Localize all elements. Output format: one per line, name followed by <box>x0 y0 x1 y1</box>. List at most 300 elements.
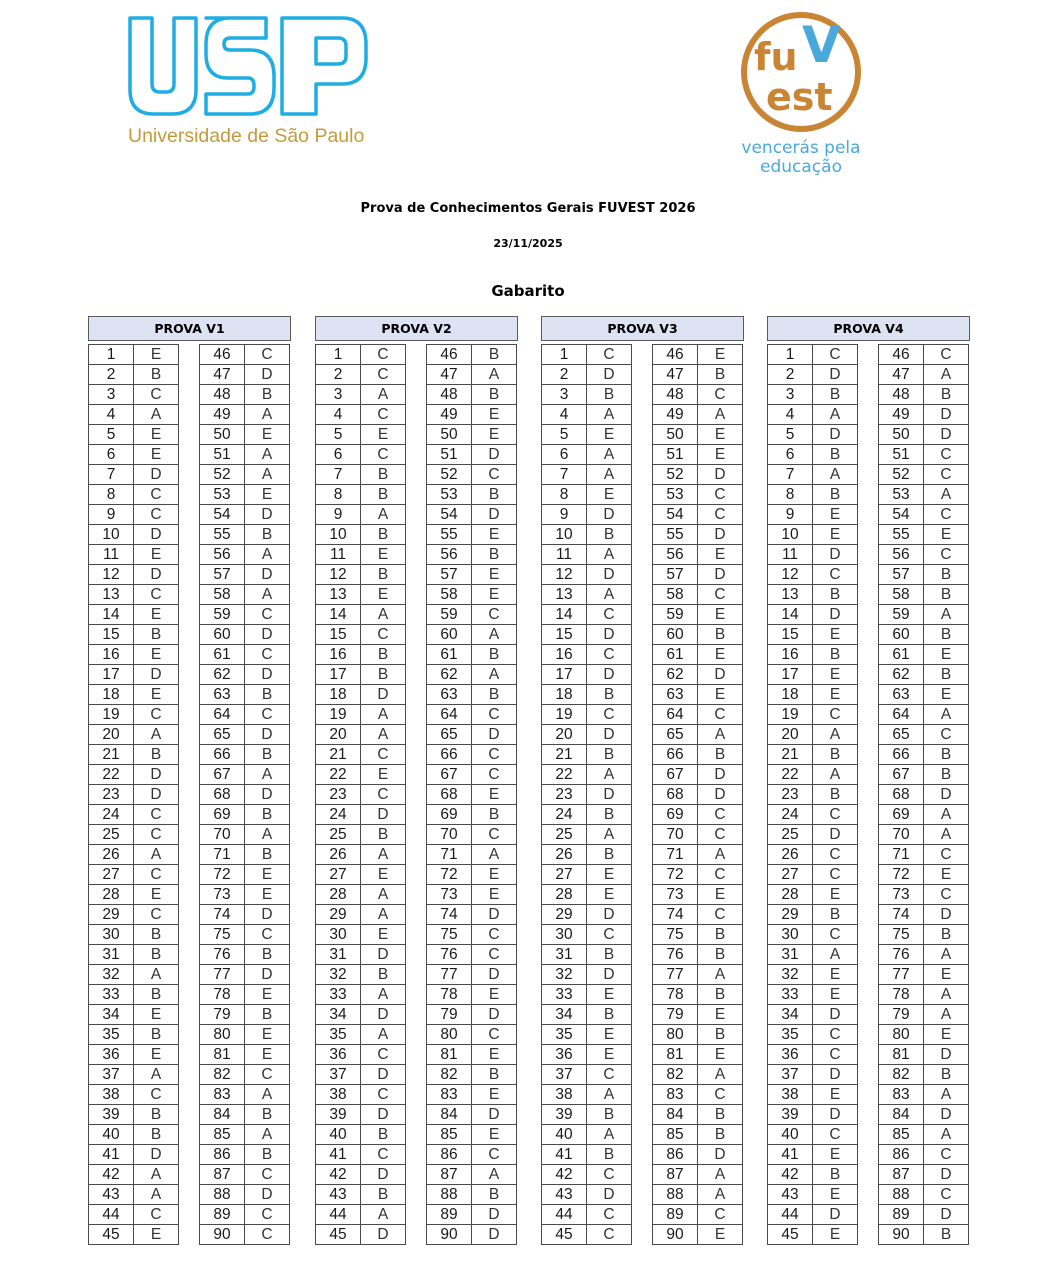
answer-letter: B <box>361 965 406 985</box>
question-number: 43 <box>542 1185 587 1205</box>
table-row <box>879 485 969 505</box>
table-row <box>200 825 290 845</box>
answer-letter: D <box>924 1165 969 1185</box>
table-row <box>653 985 743 1005</box>
question-number: 63 <box>200 685 245 705</box>
question-number: 71 <box>200 845 245 865</box>
table-row <box>200 1225 290 1245</box>
table-row <box>427 425 517 445</box>
question-number: 46 <box>653 345 698 365</box>
table-row <box>879 645 969 665</box>
question-number: 70 <box>200 825 245 845</box>
table-row <box>653 425 743 445</box>
answer-letter: A <box>813 725 858 745</box>
table-row <box>427 465 517 485</box>
table-row <box>427 625 517 645</box>
table-row <box>653 365 743 385</box>
table-row <box>542 425 632 445</box>
question-number: 20 <box>316 725 361 745</box>
answer-table <box>88 344 179 1245</box>
question-number: 71 <box>879 845 924 865</box>
answer-letter: E <box>134 425 179 445</box>
answer-letter: B <box>587 685 632 705</box>
answer-letter: E <box>587 865 632 885</box>
question-number: 89 <box>200 1205 245 1225</box>
question-number: 57 <box>879 565 924 585</box>
table-row <box>200 345 290 365</box>
table-row <box>316 745 406 765</box>
table-row <box>427 545 517 565</box>
answer-letter: B <box>134 985 179 1005</box>
answer-letter: B <box>587 745 632 765</box>
answer-letter: A <box>134 965 179 985</box>
question-number: 25 <box>542 825 587 845</box>
table-row <box>200 1145 290 1165</box>
question-number: 24 <box>542 805 587 825</box>
question-number: 77 <box>879 965 924 985</box>
answer-letter: C <box>924 345 969 365</box>
table-row <box>200 465 290 485</box>
question-number: 63 <box>427 685 472 705</box>
table-row <box>542 445 632 465</box>
question-number: 68 <box>427 785 472 805</box>
question-number: 73 <box>427 885 472 905</box>
table-row <box>768 365 858 385</box>
question-number: 26 <box>768 845 813 865</box>
question-number: 85 <box>653 1125 698 1145</box>
question-number: 82 <box>427 1065 472 1085</box>
question-number: 41 <box>316 1145 361 1165</box>
answer-letter: C <box>587 645 632 665</box>
question-number: 78 <box>427 985 472 1005</box>
question-number: 16 <box>768 645 813 665</box>
table-row <box>768 1105 858 1125</box>
question-number: 71 <box>653 845 698 865</box>
answer-letter: A <box>361 985 406 1005</box>
question-number: 69 <box>879 805 924 825</box>
question-number: 8 <box>316 485 361 505</box>
table-row <box>653 465 743 485</box>
table-row <box>89 345 179 365</box>
answer-letter: B <box>245 745 290 765</box>
answer-letter: B <box>245 1105 290 1125</box>
table-row <box>542 1105 632 1125</box>
answer-letter: C <box>587 1165 632 1185</box>
answer-letter: E <box>698 1045 743 1065</box>
question-number: 78 <box>653 985 698 1005</box>
question-number: 6 <box>89 445 134 465</box>
question-number: 53 <box>427 485 472 505</box>
answer-table <box>767 344 858 1245</box>
question-number: 14 <box>768 605 813 625</box>
table-row <box>653 485 743 505</box>
answer-letter: D <box>698 765 743 785</box>
table-row <box>879 1085 969 1105</box>
fuvest-mark-bottom: est <box>766 75 833 119</box>
table-row <box>89 605 179 625</box>
table-row <box>89 785 179 805</box>
answer-letter: D <box>698 1145 743 1165</box>
table-row <box>89 1225 179 1245</box>
answer-letter: B <box>245 1005 290 1025</box>
table-row <box>316 705 406 725</box>
answer-letter: A <box>472 1165 517 1185</box>
table-row <box>89 1065 179 1085</box>
question-number: 52 <box>200 465 245 485</box>
table-row <box>879 1005 969 1025</box>
answer-letter: E <box>698 885 743 905</box>
table-row <box>316 845 406 865</box>
answer-letter: A <box>813 945 858 965</box>
table-row <box>542 465 632 485</box>
answer-letter: C <box>924 1185 969 1205</box>
question-number: 29 <box>542 905 587 925</box>
answer-letter: E <box>698 685 743 705</box>
table-row <box>879 765 969 785</box>
table-row <box>879 505 969 525</box>
table-row <box>316 445 406 465</box>
table-row <box>316 725 406 745</box>
table-row <box>89 965 179 985</box>
question-number: 45 <box>542 1225 587 1245</box>
table-row <box>427 445 517 465</box>
table-row <box>542 945 632 965</box>
answer-letter: E <box>134 445 179 465</box>
answer-letter: A <box>698 405 743 425</box>
answer-letter: D <box>472 725 517 745</box>
table-row <box>879 745 969 765</box>
table-row <box>200 765 290 785</box>
table-row <box>200 365 290 385</box>
answer-letter: C <box>361 745 406 765</box>
answer-letter: B <box>698 945 743 965</box>
answer-letter: A <box>924 1125 969 1145</box>
answer-letter: A <box>361 385 406 405</box>
table-row <box>316 525 406 545</box>
answer-letter: D <box>472 1225 517 1245</box>
question-number: 62 <box>879 665 924 685</box>
table-row <box>768 385 858 405</box>
table-row <box>427 965 517 985</box>
table-row <box>316 925 406 945</box>
answer-letter: E <box>472 585 517 605</box>
table-row <box>879 525 969 545</box>
table-row <box>768 765 858 785</box>
answer-letter: E <box>134 645 179 665</box>
question-number: 84 <box>653 1105 698 1125</box>
question-number: 85 <box>879 1125 924 1145</box>
question-number: 19 <box>768 705 813 725</box>
question-number: 53 <box>200 485 245 505</box>
question-number: 59 <box>427 605 472 625</box>
answer-letter: B <box>245 685 290 705</box>
question-number: 8 <box>542 485 587 505</box>
table-row <box>768 1065 858 1085</box>
question-number: 84 <box>200 1105 245 1125</box>
question-number: 46 <box>200 345 245 365</box>
table-row <box>200 565 290 585</box>
question-number: 56 <box>879 545 924 565</box>
question-number: 40 <box>768 1125 813 1145</box>
answer-letter: D <box>472 1105 517 1125</box>
table-row <box>879 625 969 645</box>
table-row <box>542 705 632 725</box>
answer-letter: B <box>924 565 969 585</box>
answer-letter: B <box>813 1165 858 1185</box>
answer-letter: B <box>134 745 179 765</box>
question-number: 23 <box>768 785 813 805</box>
question-number: 21 <box>89 745 134 765</box>
table-row <box>316 1005 406 1025</box>
question-number: 19 <box>542 705 587 725</box>
answer-letter: B <box>813 645 858 665</box>
question-number: 59 <box>200 605 245 625</box>
table-row <box>653 1225 743 1245</box>
table-row <box>200 1185 290 1205</box>
table-row <box>653 1205 743 1225</box>
table-row <box>316 485 406 505</box>
answer-letter: D <box>245 565 290 585</box>
table-row <box>768 905 858 925</box>
answer-letter: B <box>361 825 406 845</box>
answer-letter: A <box>472 625 517 645</box>
table-row <box>427 1165 517 1185</box>
answer-letter: B <box>361 485 406 505</box>
answer-letter: A <box>134 1065 179 1085</box>
question-number: 82 <box>200 1065 245 1085</box>
question-number: 11 <box>768 545 813 565</box>
table-row <box>200 1025 290 1045</box>
answer-letter: C <box>587 1225 632 1245</box>
table-row <box>427 525 517 545</box>
answer-letter: E <box>924 645 969 665</box>
answer-letter: C <box>698 905 743 925</box>
table-row <box>768 945 858 965</box>
table-row <box>316 1145 406 1165</box>
question-number: 72 <box>200 865 245 885</box>
question-number: 15 <box>768 625 813 645</box>
answer-letter: D <box>361 685 406 705</box>
question-number: 33 <box>542 985 587 1005</box>
question-number: 83 <box>200 1085 245 1105</box>
answer-letter: A <box>924 825 969 845</box>
table-row <box>200 1065 290 1085</box>
question-number: 84 <box>427 1105 472 1125</box>
question-number: 54 <box>200 505 245 525</box>
answer-letter: D <box>134 765 179 785</box>
table-row <box>316 385 406 405</box>
question-number: 14 <box>89 605 134 625</box>
table-row <box>316 965 406 985</box>
answer-letter: D <box>587 665 632 685</box>
question-number: 9 <box>542 505 587 525</box>
table-row <box>653 725 743 745</box>
answer-letter: C <box>361 365 406 385</box>
table-row <box>768 545 858 565</box>
answer-table <box>199 344 290 1245</box>
answer-letter: C <box>924 465 969 485</box>
question-number: 56 <box>653 545 698 565</box>
table-row <box>879 1065 969 1085</box>
table-row <box>200 745 290 765</box>
table-row <box>542 525 632 545</box>
question-number: 39 <box>542 1105 587 1125</box>
answer-letter: A <box>245 445 290 465</box>
answer-letter: D <box>587 905 632 925</box>
answer-letter: E <box>245 1025 290 1045</box>
table-row <box>200 545 290 565</box>
answer-letter: D <box>245 505 290 525</box>
question-number: 79 <box>427 1005 472 1025</box>
question-number: 66 <box>653 745 698 765</box>
table-row <box>542 505 632 525</box>
answer-letter: B <box>698 925 743 945</box>
answer-letter: C <box>698 585 743 605</box>
table-row <box>542 585 632 605</box>
table-row <box>653 865 743 885</box>
question-number: 84 <box>879 1105 924 1125</box>
answer-letter: C <box>924 845 969 865</box>
table-row <box>768 1165 858 1185</box>
answer-letter: C <box>472 825 517 845</box>
answer-letter: B <box>813 445 858 465</box>
answer-letter: B <box>924 585 969 605</box>
question-number: 67 <box>653 765 698 785</box>
question-number: 75 <box>653 925 698 945</box>
answer-letter: D <box>587 785 632 805</box>
table-row <box>200 405 290 425</box>
answer-letter: C <box>134 705 179 725</box>
answer-letter: B <box>361 1185 406 1205</box>
answer-letter: C <box>245 645 290 665</box>
table-row <box>542 885 632 905</box>
question-number: 28 <box>89 885 134 905</box>
table-row <box>200 685 290 705</box>
question-number: 31 <box>89 945 134 965</box>
answer-letter: A <box>587 825 632 845</box>
answer-letter: B <box>924 665 969 685</box>
table-row <box>653 1125 743 1145</box>
question-number: 60 <box>200 625 245 645</box>
question-number: 22 <box>316 765 361 785</box>
question-number: 53 <box>879 485 924 505</box>
question-number: 80 <box>653 1025 698 1045</box>
answer-letter: B <box>698 1105 743 1125</box>
question-number: 7 <box>768 465 813 485</box>
answer-letter: E <box>698 425 743 445</box>
table-row <box>316 505 406 525</box>
table-row <box>542 725 632 745</box>
table-row <box>89 885 179 905</box>
answer-letter: E <box>813 1185 858 1205</box>
answer-letter: E <box>134 1005 179 1025</box>
table-row <box>316 905 406 925</box>
table-row <box>542 665 632 685</box>
table-row <box>879 805 969 825</box>
answer-letter: B <box>813 785 858 805</box>
question-number: 25 <box>768 825 813 845</box>
question-number: 49 <box>653 405 698 425</box>
answer-letter: C <box>698 385 743 405</box>
table-row <box>316 1025 406 1045</box>
question-number: 41 <box>768 1145 813 1165</box>
answer-letter: D <box>924 905 969 925</box>
table-row <box>879 1225 969 1245</box>
question-number: 58 <box>653 585 698 605</box>
answer-letter: B <box>924 1065 969 1085</box>
table-row <box>653 785 743 805</box>
question-number: 57 <box>200 565 245 585</box>
question-number: 38 <box>542 1085 587 1105</box>
answer-letter: B <box>813 585 858 605</box>
table-row <box>768 605 858 625</box>
question-number: 90 <box>879 1225 924 1245</box>
question-number: 54 <box>653 505 698 525</box>
table-row <box>200 1125 290 1145</box>
answer-letter: C <box>361 625 406 645</box>
answer-letter: E <box>813 1145 858 1165</box>
answer-letter: B <box>587 1145 632 1165</box>
table-row <box>427 845 517 865</box>
answer-letter: A <box>245 545 290 565</box>
question-number: 17 <box>768 665 813 685</box>
question-number: 49 <box>879 405 924 425</box>
question-number: 63 <box>879 685 924 705</box>
table-row <box>316 665 406 685</box>
question-number: 24 <box>316 805 361 825</box>
question-number: 35 <box>89 1025 134 1045</box>
answer-letter: A <box>924 705 969 725</box>
answer-letter: B <box>472 1185 517 1205</box>
question-number: 80 <box>879 1025 924 1045</box>
table-row <box>879 565 969 585</box>
table-row <box>200 965 290 985</box>
answer-letter: C <box>134 865 179 885</box>
table-row <box>653 1105 743 1125</box>
answer-letter: C <box>472 1025 517 1045</box>
question-number: 82 <box>879 1065 924 1085</box>
answer-letter: A <box>361 505 406 525</box>
answer-letter: D <box>587 725 632 745</box>
question-number: 39 <box>89 1105 134 1125</box>
table-row <box>89 845 179 865</box>
table-row <box>200 725 290 745</box>
prova-header: PROVA V1 <box>88 316 291 341</box>
question-number: 85 <box>427 1125 472 1145</box>
table-row <box>653 825 743 845</box>
table-row <box>89 505 179 525</box>
question-number: 83 <box>427 1085 472 1105</box>
table-row <box>879 365 969 385</box>
question-number: 64 <box>200 705 245 725</box>
question-number: 15 <box>316 625 361 645</box>
answer-letter: C <box>472 465 517 485</box>
table-row <box>768 465 858 485</box>
question-number: 37 <box>316 1065 361 1085</box>
question-number: 10 <box>542 525 587 545</box>
question-number: 6 <box>542 445 587 465</box>
table-row <box>653 345 743 365</box>
table-row <box>200 625 290 645</box>
table-row <box>89 805 179 825</box>
document-date: 23/11/2025 <box>493 237 563 250</box>
answer-letter: D <box>698 565 743 585</box>
table-row <box>427 805 517 825</box>
question-number: 9 <box>89 505 134 525</box>
answer-letter: B <box>472 385 517 405</box>
table-row <box>89 985 179 1005</box>
question-number: 64 <box>653 705 698 725</box>
